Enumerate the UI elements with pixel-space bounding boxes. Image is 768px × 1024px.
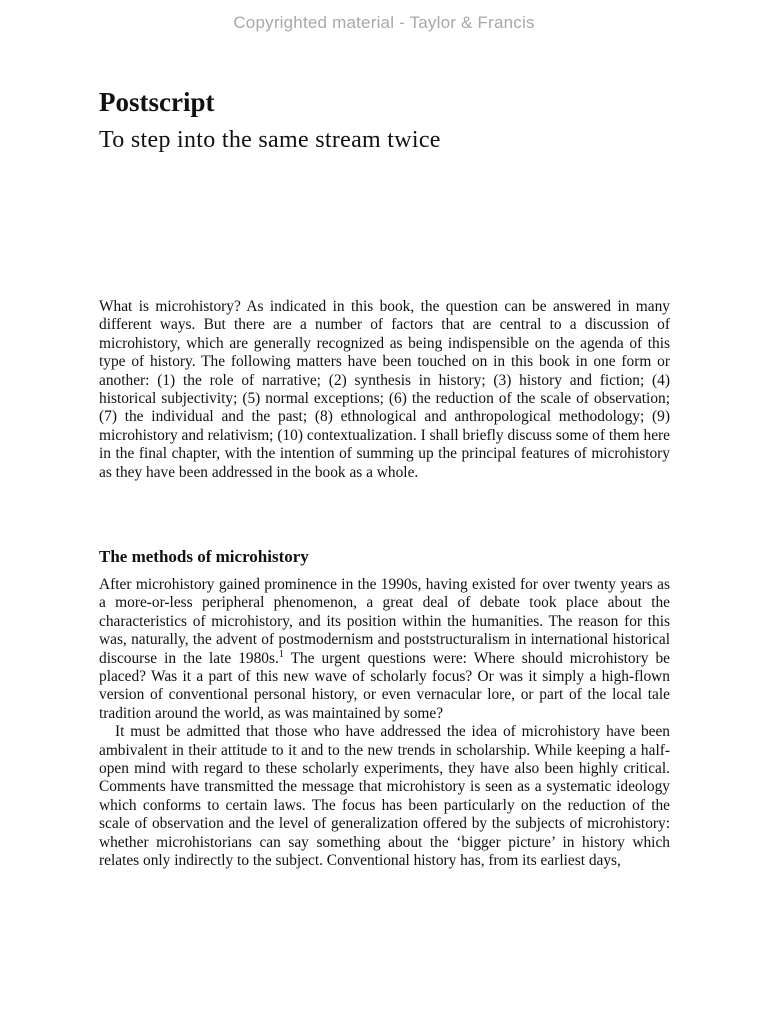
section-heading: The methods of microhistory xyxy=(99,547,309,566)
chapter-subtitle: To step into the same stream twice xyxy=(99,127,441,153)
section-body xyxy=(99,576,670,871)
intro-paragraph: What is microhistory? As indicated in this book, the question can be answered in many different ways. But there are a number of factors that are central to a discussion of microhistory, which are generally recognized as being indispensible on the agenda of this type of history. The following matters have been touched on in this book in one form or another: (1) the role of narrative; (2) synthesis in history; (3) history and fiction; (4) historical subjectivity; (5) normal exceptions; (6) the reduction of the scale of observation; (7) the individual and the past; (8) ethnological and anthropological methodology; (9) microhistory and relativism; (10) contextualization. I shall briefly discuss some of them here in the final chapter, with the intention of summing up the principal features of microhistory as they have been addressed in the book as a whole. xyxy=(99,298,670,481)
intro-section xyxy=(99,298,670,482)
footnote-marker[interactable]: 1 xyxy=(278,648,284,660)
paragraph-text: After microhistory gained prominence in the 1990s, having existed for over twenty years as a more-or-less peripheral phenomenon, a great deal of debate took place about the characteristics of microhistory, and its position within the humanities. The reason for this was, naturally, the advent of postmodernism and poststructuralism in international historical discourse in the late 1980s. xyxy=(99,576,670,667)
paragraph-text: The urgent questions were: Where should microhistory be placed? Was it a part of this new wave of scholarly focus? Or was it simply a high-flown version of conventional personal history, or even vernacular lore, or part of the local tale tradition around the world, as was maintained by some? xyxy=(99,649,670,722)
section-paragraph-1 xyxy=(99,576,670,723)
section-paragraph-2: It must be admitted that those who have addressed the idea of microhistory have been ambivalent in their attitude to it and to the new trends in scholarship. While keeping a half-open mind with regard to these scholarly experiments, they have also been highly critical. Comments have transmitted the message that microhistory is seen as a systematic ideology which conforms to certain laws. The focus has been particularly on the reduction of the scale of observation and the level of generalization offered by the subjects of microhistory: whether microhistorians can say something about the ‘bigger picture’ in history which relates only indirectly to the subject. Conventional history has, from its earliest days, xyxy=(99,723,670,870)
chapter-title: Postscript xyxy=(99,87,215,117)
copyright-watermark: Copyrighted material - Taylor & Francis xyxy=(233,13,535,32)
